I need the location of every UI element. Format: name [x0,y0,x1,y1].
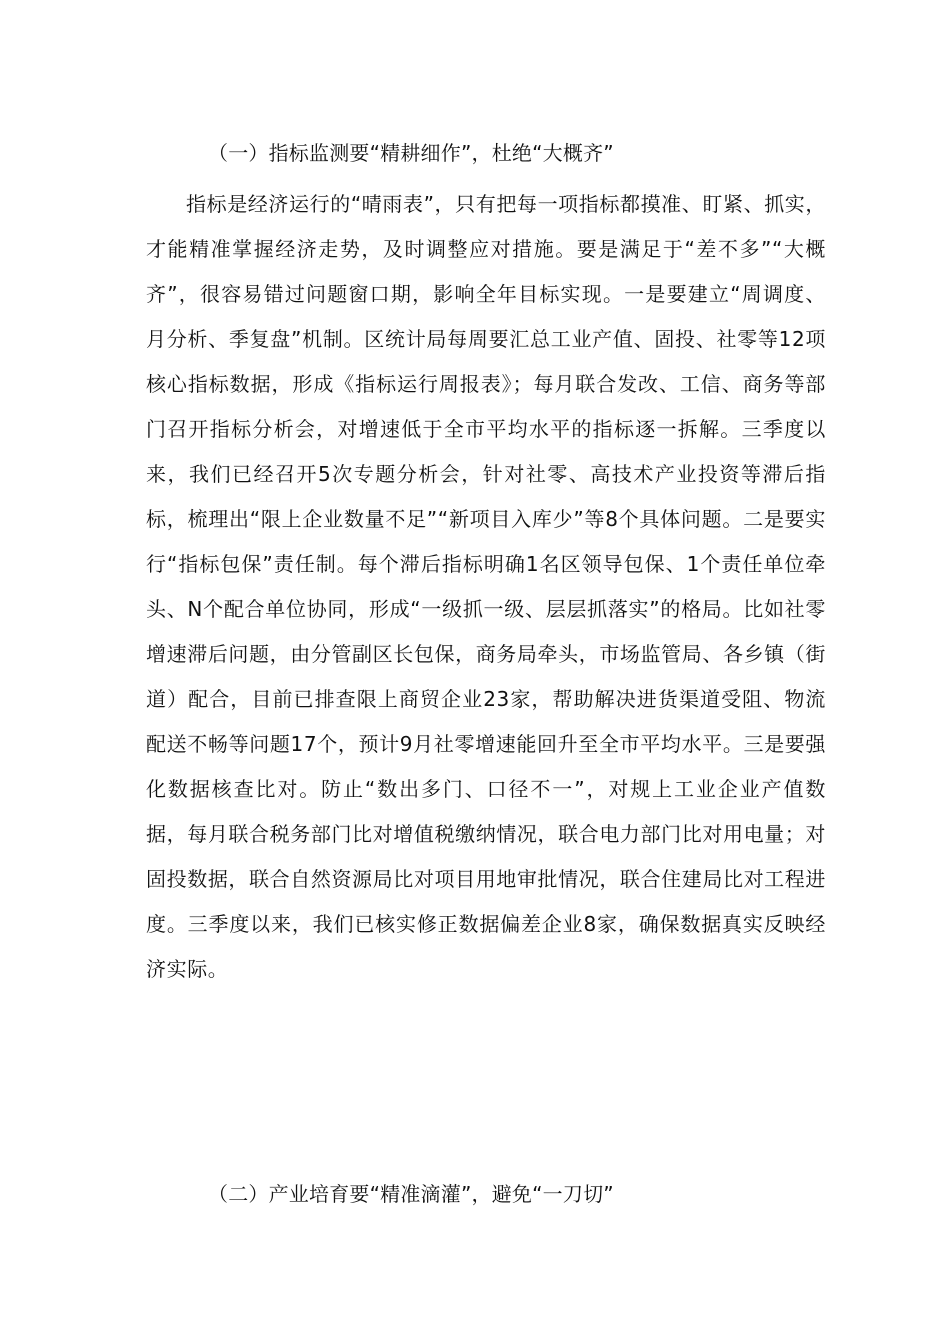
body-paragraph-1: 指标是经济运行的“晴雨表”，只有把每一项指标都摸准、盯紧、抓实，才能精准掌握经济走势，及时调整应对措施。要是满足于“差不多”“大概齐”，很容易错过问题窗口期，影响全年目标实现。一是要建立“周调度、月分析、季复盘”机制。区统计局每周要汇总工业产值、固投、社零等12项核心指标数据，形成《指标运行周报表》；每月联合发改、工信、商务等部门召开指标分析会，对增速低于全市平均水平的指标逐一拆解。三季度以来，我们已经召开5次专题分析会，针对社零、高技术产业投资等滞后指标，梳理出“限上企业数量不足”“新项目入库少”等8个具体问题。二是要实行“指标包保”责任制。每个滞后指标明确1名区领导包保、1个责任单位牵头、N个配合单位协同，形成“一级抓一级、层层抓落实”的格局。比如社零增速滞后问题，由分管副区长包保，商务局牵头，市场监管局、各乡镇（街道）配合，目前已排查限上商贸企业23家，帮助解决进货渠道受阻、物流配送不畅等问题17个，预计9月社零增速能回升至全市平均水平。三是要强化数据核查比对。防止“数出多门、口径不一”，对规上工业企业产值数据，每月联合税务部门比对增值税缴纳情况，联合电力部门比对用电量；对固投数据，联合自然资源局比对项目用地审批情况，联合住建局比对工程进度。三季度以来，我们已核实修正数据偏差企业8家，确保数据真实反映经济实际。 [146,192,826,981]
section-heading-1: （一）指标监测要“精耕细作”，杜绝“大概齐” [208,141,614,165]
section-heading-2: （二）产业培育要“精准滴灌”，避免“一刀切” [208,1182,614,1206]
